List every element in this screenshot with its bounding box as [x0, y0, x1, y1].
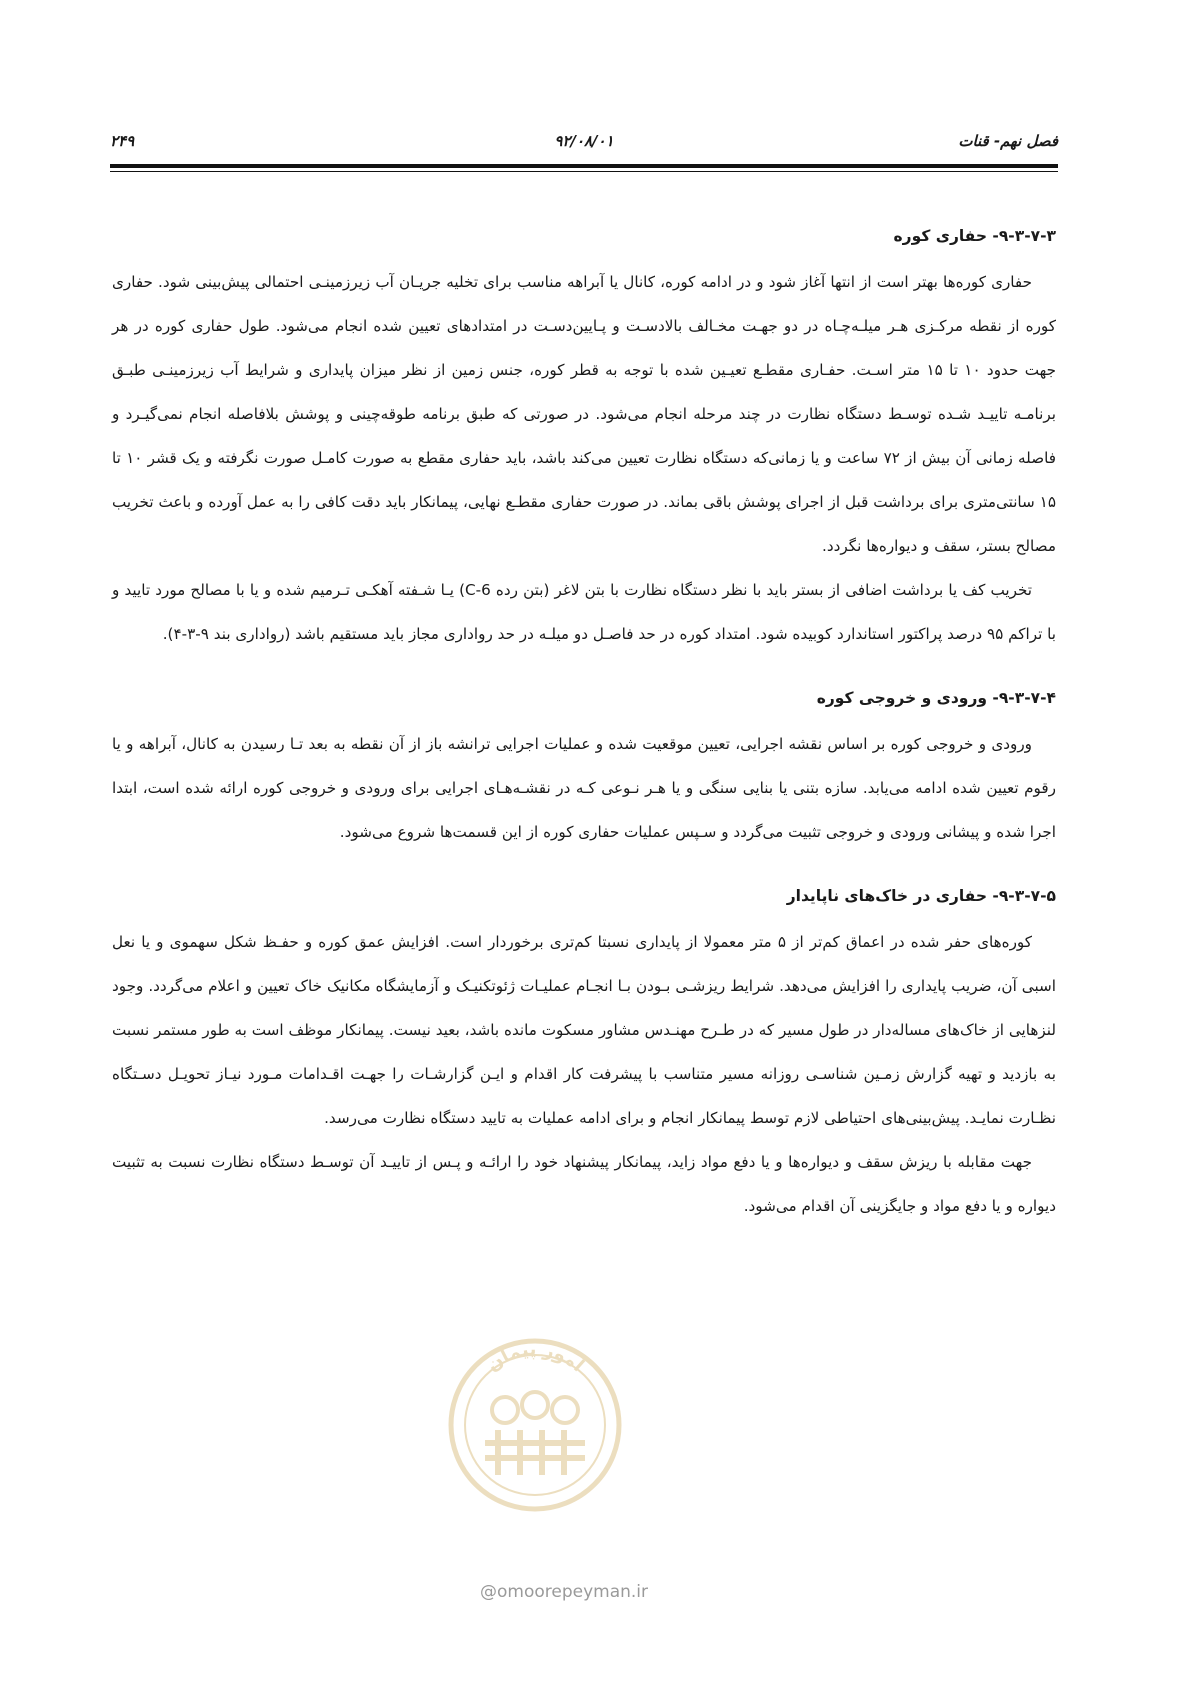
section-inlet-outlet [112, 678, 1056, 854]
chapter-title: فصل نهم- قنات [958, 132, 1058, 150]
page-number: ۲۴۹ [110, 132, 135, 150]
header-date: ۹۲/۰۸/۰۱ [554, 132, 614, 150]
svg-text:امور پیمان [483, 1339, 588, 1376]
section-heading: ۹-۳-۷-۴- ورودی و خروجی کوره [816, 689, 1056, 707]
page-header [110, 132, 1058, 162]
watermark-logo [445, 1335, 625, 1515]
section-heading: ۹-۳-۷-۵- حفاری در خاک‌های ناپایدار [786, 887, 1056, 905]
page-body [112, 216, 1056, 1228]
paragraph: ورودی و خروجی کوره بر اساس نقشه اجرایی، تعیین موقعیت شده و عملیات اجرایی ترانشه باز از آن نقطه به بعد تـا رسیدن به کانال، آبراهه و یا رقوم تعیین شده ادامه می‌یابد. سازه بتنی یا بنایی سنگی و یا هـر نـوعی کـه در نقشـه‌هـای اجرایی برای ورودی و خروجی کوره ارائه شده است، ابتدا اجرا شده و پیشانی ورودی و خروجی تثبیت می‌گردد و سـپس عملیات حفاری کوره از این قسمت‌ها شروع می‌شود. [112, 735, 1056, 841]
paragraph: حفاری کوره‌ها بهتر است از انتها آغاز شود و در ادامه کوره، کانال یا آبراهه مناسب برای تخلیه جریـان آب زیرزمینـی احتمالی پیش‌بینی شود. حفاری کوره از نقطه مرکـزی هـر میلـه‌چـاه در دو جهـت مخـالف بالادسـت و پـایین‌دسـت در امتدادهای تعیین شده انجام می‌شود. طول حفاری کوره در هر جهت حدود ۱۰ تا ۱۵ متر اسـت. حفـاری مقطـع تعیـین شده با توجه به قطر کوره، جنس زمین از نظر میزان پایداری و شرایط آب زیرزمینـی طبـق برنامـه تاییـد شـده توسـط دستگاه نظارت در چند مرحله انجام می‌شود. در صورتی که طبق برنامه طوقه‌چینی و پوشش بلافاصله انجام نمی‌گیـرد و فاصله زمانی آن بیش از ۷۲ ساعت و یا زمانی‌که دستگاه نظارت تعیین می‌کند باشد، باید حفاری مقطع به صورت کامـل صورت نگرفته و یک قشر ۱۰ تا ۱۵ سانتی‌متری برای برداشت قبل از اجرای پوشش باقی بماند. در صورت حفاری مقطـع نهایی، پیمانکار باید دقت کافی را به عمل آورده و باعث تخریب مصالح بستر، سقف و دیواره‌ها نگردد. [112, 273, 1056, 555]
header-rule-thick [110, 164, 1058, 168]
header-rule-thin [110, 171, 1058, 172]
paragraph: تخریب کف یا برداشت اضافی از بستر باید با نظر دستگاه نظارت با بتن لاغر (بتن رده C-6) یـا شـفته آهکـی تـرمیم شده و یا با مصالح مورد تایید و با تراکم ۹۵ درصد پراکتور استاندارد کوبیده شود. امتداد کوره در حد فاصـل دو میلـه در حد رواداری مجاز باید مستقیم باشد (رواداری بند ۹-۳-۴). [112, 581, 1056, 643]
paragraph: کوره‌های حفر شده در اعماق کم‌تر از ۵ متر معمولا از پایداری نسبتا کم‌تری برخوردار است. افزایش عمق کوره و حفـظ شکل سهموی و یا نعل اسبی آن، ضریب پایداری را افزایش می‌دهد. شرایط ریزشـی بـودن بـا انجـام عملیـات ژئوتکنیـک و آزمایشگاه مکانیک خاک تعیین و اعلام می‌گردد. وجود لنزهایی از خاک‌های مساله‌دار در طول مسیر که در طـرح مهنـدس مشاور مسکوت مانده باشد، بعید نیست. پیمانکار موظف است به طور مستمر نسبت به بازدید و تهیه گزارش زمـین شناسـی روزانه مسیر متناسب با پیشرفت کار اقدام و ایـن گزارشـات را جهـت اقـدامات مـورد نیـاز تحویـل دسـتگاه نظـارت نمایـد. پیش‌بینی‌های احتیاطی لازم توسط پیمانکار انجام و برای ادامه عملیات به تایید دستگاه نظارت می‌رسد. [112, 933, 1056, 1127]
watermark-site: @omoorepeyman.ir [480, 1582, 649, 1602]
section-heading: ۹-۳-۷-۳- حفاری کوره [893, 227, 1056, 245]
section-unstable-soils [112, 876, 1056, 1228]
paragraph: جهت مقابله با ریزش سقف و دیواره‌ها و یا دفع مواد زاید، پیمانکار پیشنهاد خود را ارائـه و پـس از تاییـد آن توسـط دستگاه نظارت نسبت به تثبیت دیواره و یا دفع مواد و جایگزینی آن اقدام می‌شود. [112, 1153, 1056, 1215]
section-excavation [112, 216, 1056, 656]
watermark-logo-text: امور پیمان [482, 1338, 588, 1377]
